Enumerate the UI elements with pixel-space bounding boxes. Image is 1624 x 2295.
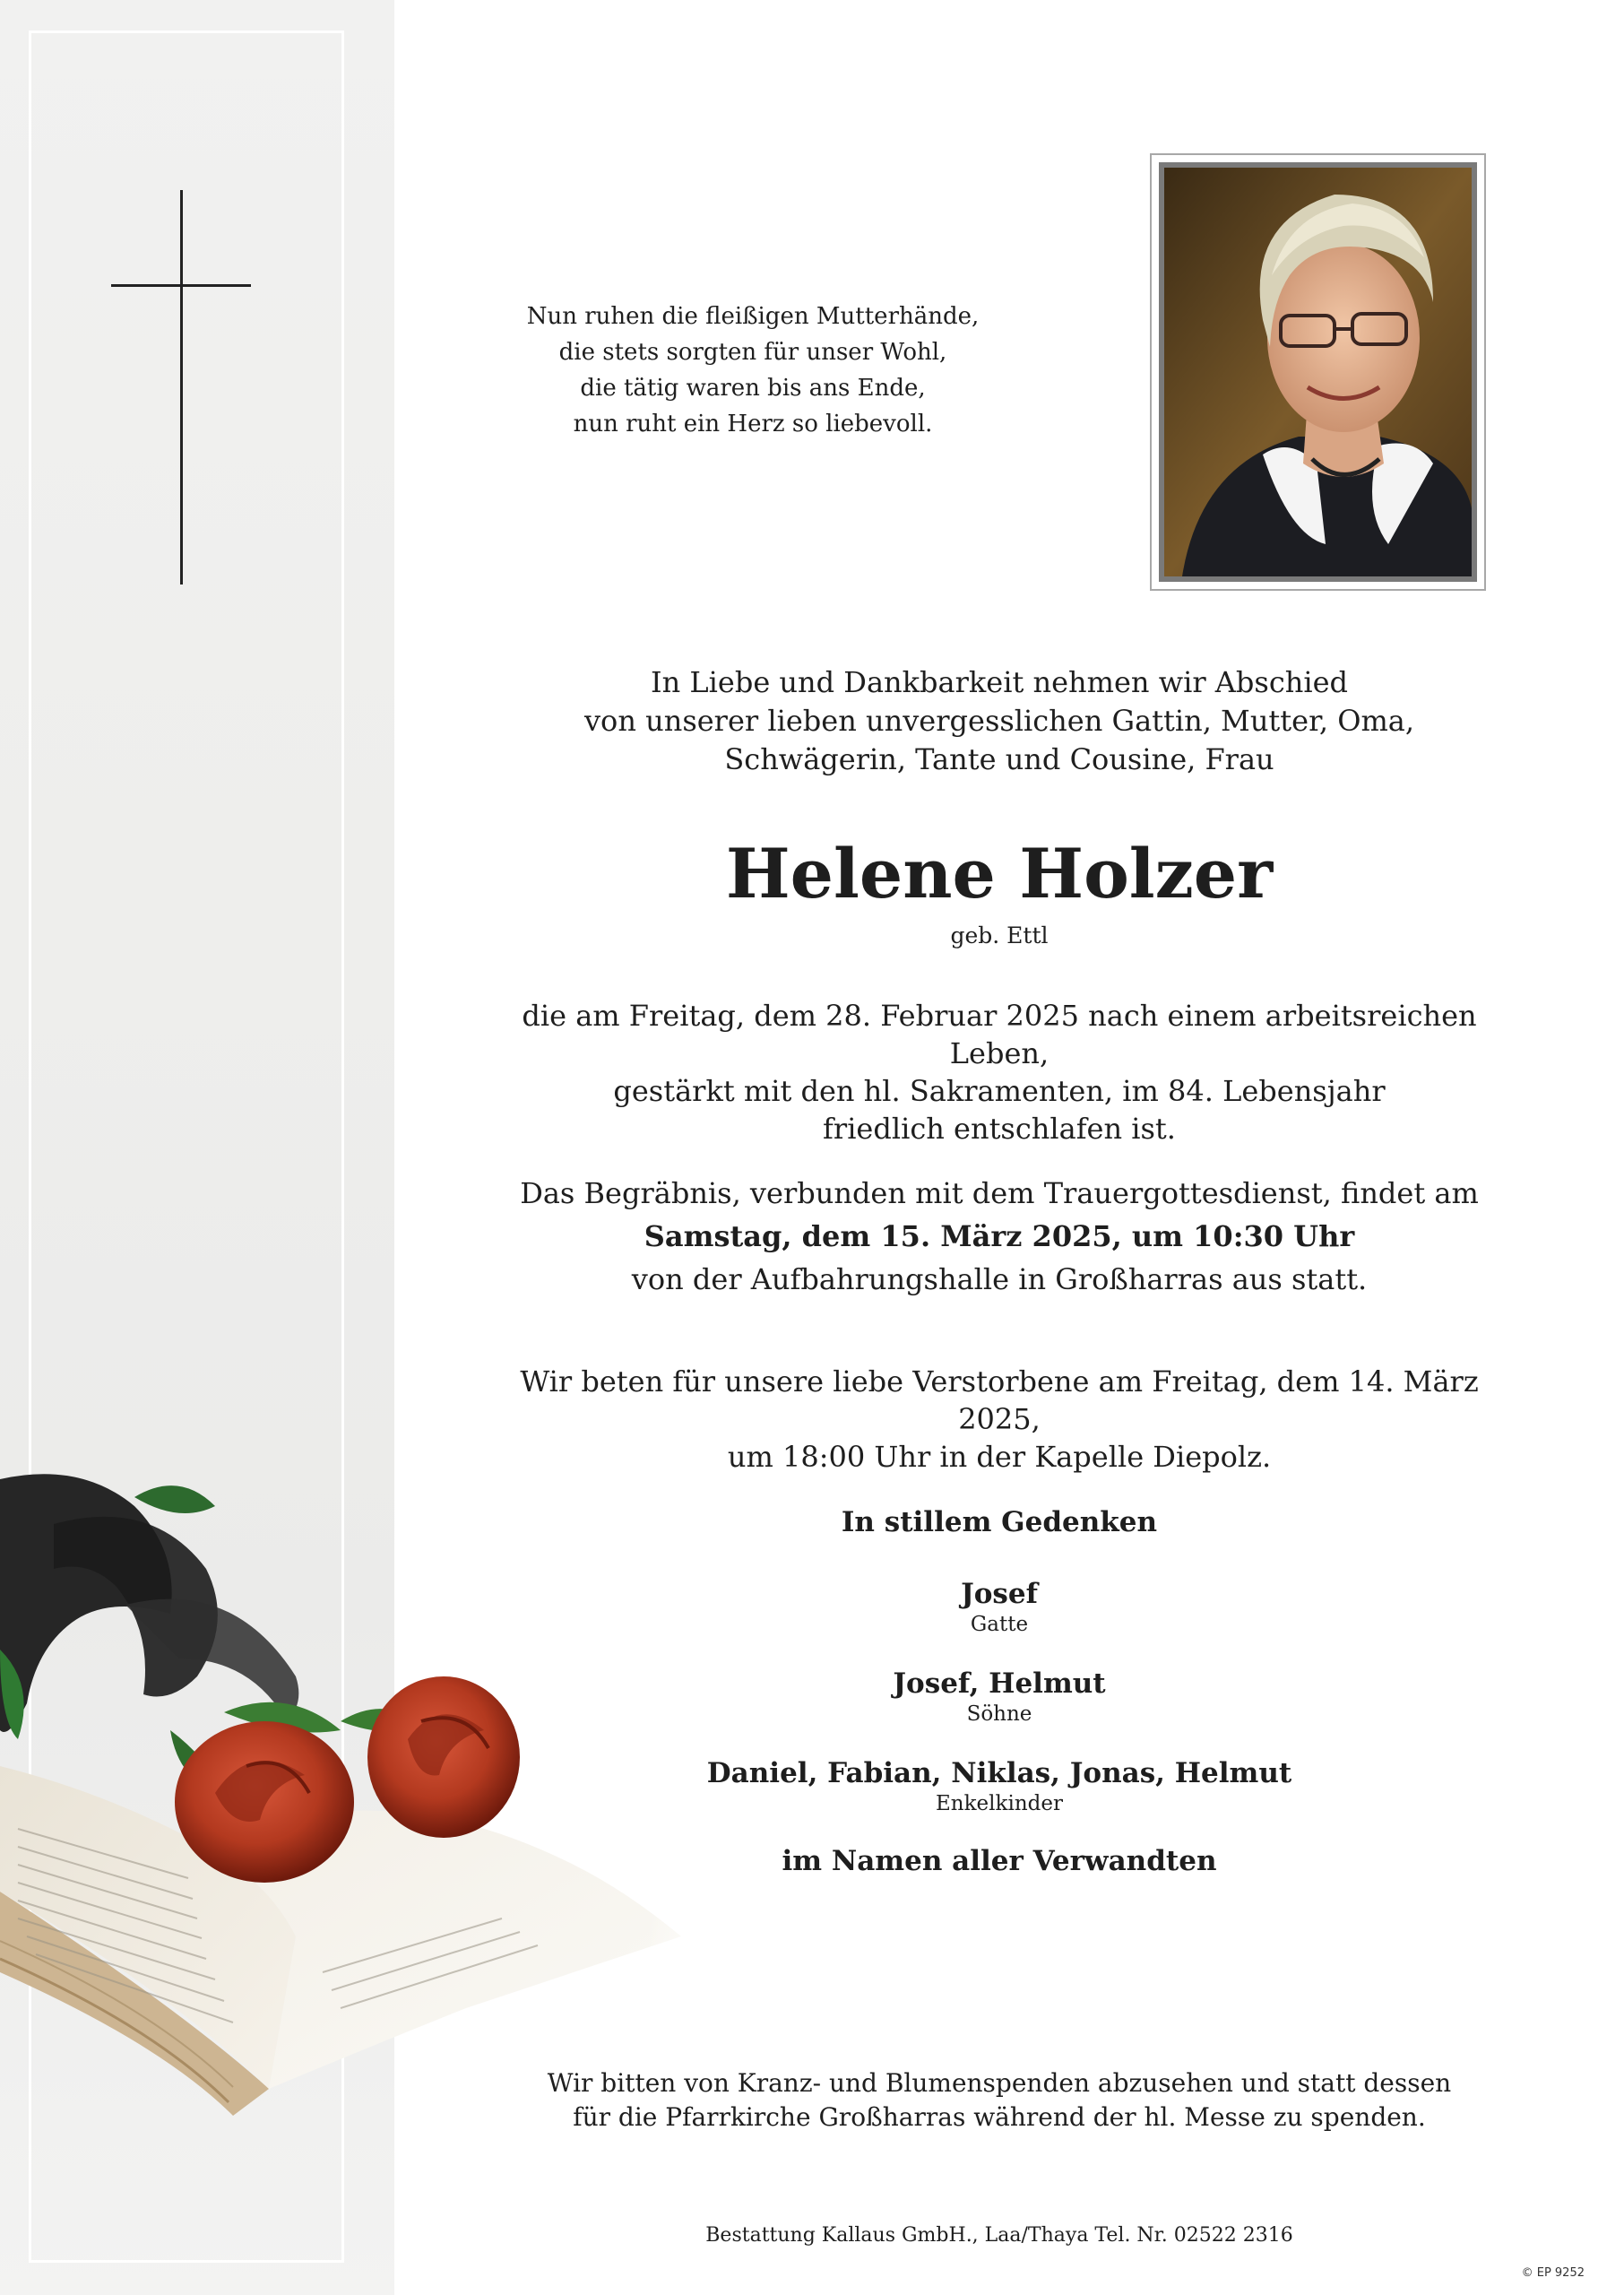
mourner-relation: Gatte	[970, 1613, 1029, 1636]
template-code: © EP 9252	[1521, 2266, 1585, 2280]
mourner-relation: Söhne	[966, 1702, 1032, 1726]
portrait-photo-frame	[1150, 153, 1486, 591]
poem-line: die stets sorgten für unser Wohl,	[558, 339, 947, 366]
mourner-relation: Enkelkinder	[936, 1792, 1063, 1815]
poem-verse	[502, 299, 1004, 442]
mourners-closing: im Namen aller Verwandten	[782, 1845, 1217, 1877]
prayer-line: Wir beten für unsere liebe Verstorbene am Freitag, dem 14. März 2025,	[520, 1364, 1479, 1436]
birth-name: geb. Ettl	[950, 922, 1049, 948]
mourner-names: Josef, Helmut	[893, 1667, 1106, 1700]
deceased-name: Helene Holzer	[725, 834, 1274, 914]
cross-icon-horizontal	[111, 284, 251, 287]
poem-line: die tätig waren bis ans Ende,	[580, 375, 926, 402]
death-line: die am Freitag, dem 28. Februar 2025 nach einem arbeitsreichen Leben,	[522, 999, 1477, 1070]
intro-line: Schwägerin, Tante und Cousine, Frau	[724, 742, 1274, 776]
donation-request	[502, 2066, 1497, 2135]
intro-line: von unserer lieben unvergesslichen Gattin, Mutter, Oma,	[583, 704, 1415, 738]
funeral-info	[502, 1172, 1497, 1301]
mourners-heading: In stillem Gedenken	[841, 1506, 1158, 1538]
funeral-date-time: Samstag, dem 15. März 2025, um 10:30 Uhr	[644, 1219, 1355, 1253]
intro-line: In Liebe und Dankbarkeit nehmen wir Abschied	[650, 665, 1348, 699]
poem-line: nun ruht ein Herz so liebevoll.	[573, 411, 933, 437]
mourners-list	[502, 1503, 1497, 1881]
death-line: friedlich entschlafen ist.	[823, 1112, 1176, 1146]
mourner-names: Josef	[961, 1578, 1038, 1610]
request-line: für die Pfarrkirche Großharras während der hl. Messe zu spenden.	[573, 2102, 1426, 2132]
funeral-line: Das Begräbnis, verbunden mit dem Trauergottesdienst, findet am	[520, 1176, 1479, 1210]
prayer-line: um 18:00 Uhr in der Kapelle Diepolz.	[727, 1440, 1272, 1474]
farewell-intro	[502, 663, 1497, 779]
funeral-location: von der Aufbahrungshalle in Großharras aus statt.	[631, 1262, 1368, 1296]
death-line: gestärkt mit den hl. Sakramenten, im 84. Lebensjahr	[613, 1074, 1386, 1108]
cross-icon-vertical	[180, 190, 183, 585]
undertaker-footer: Bestattung Kallaus GmbH., Laa/Thaya Tel. Nr. 02522 2316	[705, 2224, 1293, 2247]
portrait-photo	[1159, 162, 1477, 582]
death-notice	[502, 997, 1497, 1148]
mourner-names: Daniel, Fabian, Niklas, Jonas, Helmut	[706, 1757, 1292, 1789]
portrait-image	[1164, 168, 1472, 576]
poem-line: Nun ruhen die fleißigen Mutterhände,	[526, 303, 980, 330]
prayer-info	[502, 1363, 1497, 1476]
request-line: Wir bitten von Kranz- und Blumenspenden abzusehen und statt dessen	[547, 2068, 1452, 2098]
